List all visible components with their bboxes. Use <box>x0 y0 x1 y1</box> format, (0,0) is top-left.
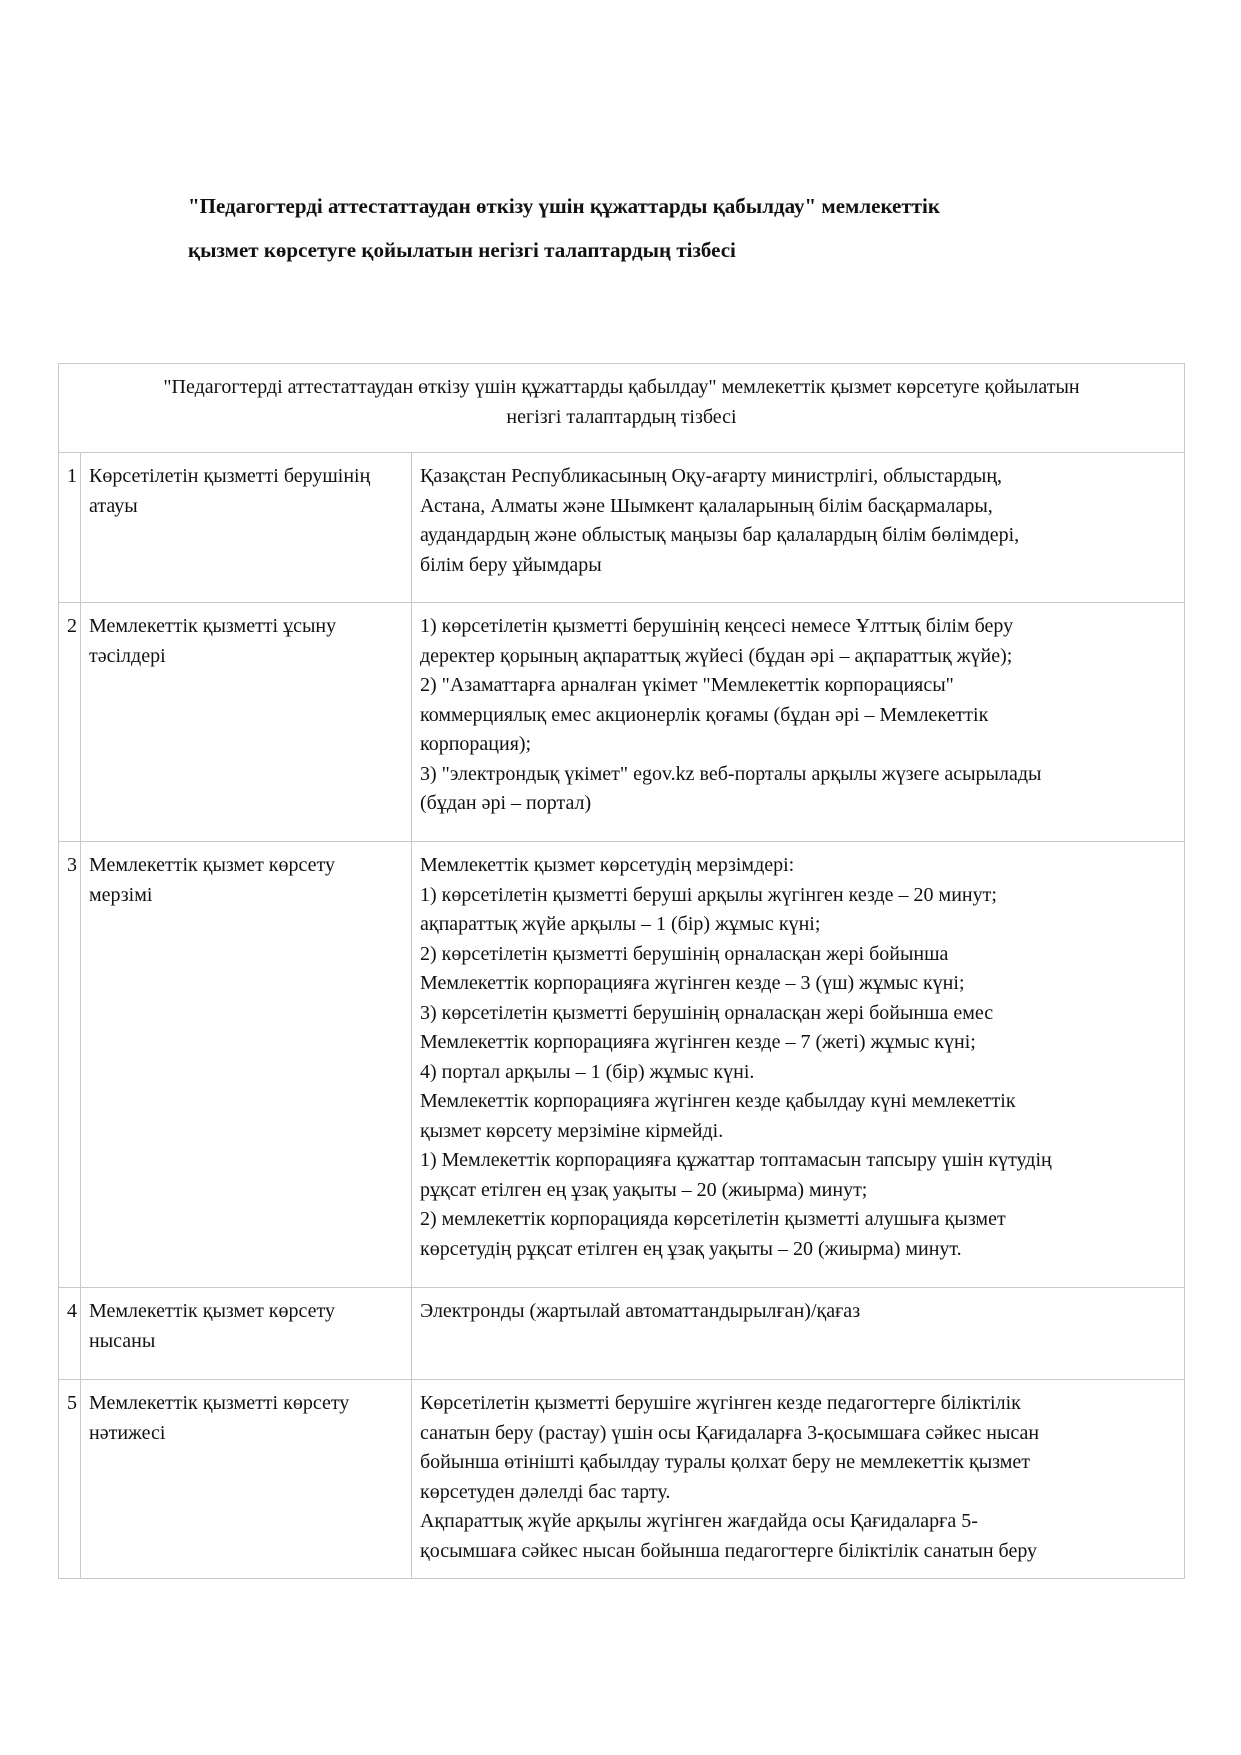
row-description-line: Электронды (жартылай автоматтандырылған)/қағаз <box>420 1300 861 1322</box>
table-header-line-1: "Педагогтерді аттестаттаудан өткізу үшін құжаттарды қабылдау" мемлекеттік қызмет көрсетуге қойылатын <box>163 376 1080 398</box>
row-number-cell <box>59 1380 81 1579</box>
row-description-cell <box>412 842 1185 1288</box>
row-name-line: Мемлекеттік қызметті ұсыну <box>89 615 337 637</box>
row-description-line: 2) "Азаматтарға арналған үкімет "Мемлекеттік корпорациясы" <box>420 674 954 696</box>
row-description-line: қызмет көрсету мерзіміне кірмейді. <box>420 1119 724 1142</box>
row-description-line: 1) көрсетілетін қызметті беруші арқылы жүгінген кезде – 20 минут; <box>420 883 997 906</box>
row-name-line: тәсілдері <box>89 644 166 667</box>
row-description-line: санатын беру (растау) үшін осы Қағидаларға 3-қосымшаға сәйкес нысан <box>420 1421 1040 1444</box>
row-description-line: деректер қорының ақпараттық жүйесі (бұдан әрі – ақпараттық жүйе); <box>420 644 1013 667</box>
row-name-cell <box>81 453 412 603</box>
row-description-line: Мемлекеттік қызмет көрсетудің мерзімдері: <box>420 854 795 876</box>
table-row <box>59 1380 1185 1579</box>
row-name-line: мерзімі <box>89 883 153 906</box>
row-description-cell <box>412 1288 1185 1380</box>
row-description-line: (бұдан әрі – портал) <box>420 792 592 814</box>
document-title-line-1: "Педагогтерді аттестаттаудан өткізу үшін құжаттарды қабылдау" мемлекеттік <box>188 194 940 218</box>
row-number-cell <box>59 842 81 1288</box>
row-number: 3 <box>67 854 77 876</box>
table-row <box>59 453 1185 603</box>
row-description-line: ақпараттық жүйе арқылы – 1 (бір) жұмыс күні; <box>420 913 821 935</box>
row-name-line: Көрсетілетін қызметті берушінің <box>89 465 371 487</box>
row-description-line: коммерциялық емес акционерлік қоғамы (бұдан әрі – Мемлекеттік <box>420 703 989 726</box>
row-description-line: Мемлекеттік корпорацияға жүгінген кезде – 7 (жеті) жұмыс күні; <box>420 1031 976 1053</box>
row-description-line: Қазақстан Республикасының Оқу-ағарту министрлігі, облыстардың, <box>420 465 1003 487</box>
requirements-table <box>58 363 1185 1579</box>
document-title-line-2: қызмет көрсетуге қойылатын негізгі талаптардың тізбесі <box>188 238 736 262</box>
row-number-cell <box>59 603 81 842</box>
table-header-row <box>59 364 1185 453</box>
row-description-cell <box>412 603 1185 842</box>
row-description-line: 2) мемлекеттік корпорацияда көрсетілетін қызметті алушыға қызмет <box>420 1208 1006 1230</box>
row-number: 1 <box>67 465 77 487</box>
document-title <box>188 184 1088 272</box>
row-name-cell <box>81 1288 412 1380</box>
row-description-line: аудандардың және облыстық маңызы бар қалалардың білім бөлімдері, <box>420 524 1020 546</box>
row-number: 2 <box>67 615 77 637</box>
row-description-line: бойынша өтінішті қабылдау туралы қолхат беру не мемлекеттік қызмет <box>420 1451 1031 1473</box>
row-description-line: 3) көрсетілетін қызметті берушінің орналасқан жері бойынша емес <box>420 1001 994 1024</box>
row-description-line: 3) "электрондық үкімет" egov.kz веб-порталы арқылы жүзеге асырылады <box>420 762 1042 785</box>
row-description-cell <box>412 453 1185 603</box>
row-description-line: корпорация); <box>420 733 532 755</box>
table-row <box>59 603 1185 842</box>
row-description-line: 1) көрсетілетін қызметті берушінің кеңсесі немесе Ұлттық білім беру <box>420 615 1014 637</box>
row-description-line: білім беру ұйымдары <box>420 553 602 576</box>
row-number-cell <box>59 1288 81 1380</box>
row-description-line: 2) көрсетілетін қызметті берушінің орналасқан жері бойынша <box>420 942 949 965</box>
row-description-line: 1) Мемлекеттік корпорацияға құжаттар топтамасын тапсыру үшін күтудің <box>420 1149 1052 1171</box>
row-name-line: нысаны <box>89 1329 156 1352</box>
row-name-line: Мемлекеттік қызмет көрсету <box>89 1300 335 1322</box>
row-description-line: 4) портал арқылы – 1 (бір) жұмыс күні. <box>420 1060 755 1083</box>
row-description-line: рұқсат етілген ең ұзақ уақыты – 20 (жиырма) минут; <box>420 1178 868 1201</box>
row-number: 4 <box>67 1300 77 1322</box>
row-name-line: атауы <box>89 494 138 517</box>
row-name-line: Мемлекеттік қызмет көрсету <box>89 854 335 876</box>
row-name-cell <box>81 603 412 842</box>
row-description-line: Ақпараттық жүйе арқылы жүгінген жағдайда осы Қағидаларға 5- <box>420 1510 978 1532</box>
row-description-line: көрсетудің рұқсат етілген ең ұзақ уақыты – 20 (жиырма) минут. <box>420 1237 962 1260</box>
row-description-line: Мемлекеттік корпорацияға жүгінген кезде қабылдау күні мемлекеттік <box>420 1090 1016 1112</box>
table-row <box>59 842 1185 1288</box>
row-description-line: Астана, Алматы және Шымкент қалаларының білім басқармалары, <box>420 494 993 517</box>
table-header-line-2: негізгі талаптардың тізбесі <box>506 405 737 428</box>
row-name-cell <box>81 842 412 1288</box>
row-description-line: қосымшаға сәйкес нысан бойынша педагогтерге біліктілік санатын беру <box>420 1539 1038 1562</box>
table-header-cell <box>59 364 1185 453</box>
table-row <box>59 1288 1185 1380</box>
row-number: 5 <box>67 1392 77 1414</box>
row-description-line: Көрсетілетін қызметті берушіге жүгінген кезде педагогтерге біліктілік <box>420 1392 1021 1414</box>
row-name-cell <box>81 1380 412 1579</box>
row-description-line: Мемлекеттік корпорацияға жүгінген кезде – 3 (үш) жұмыс күні; <box>420 972 965 994</box>
row-description-cell <box>412 1380 1185 1579</box>
row-name-line: Мемлекеттік қызметті көрсету <box>89 1392 350 1414</box>
row-name-line: нәтижесі <box>89 1421 166 1444</box>
row-number-cell <box>59 453 81 603</box>
row-description-line: көрсетуден дәлелді бас тарту. <box>420 1480 671 1503</box>
